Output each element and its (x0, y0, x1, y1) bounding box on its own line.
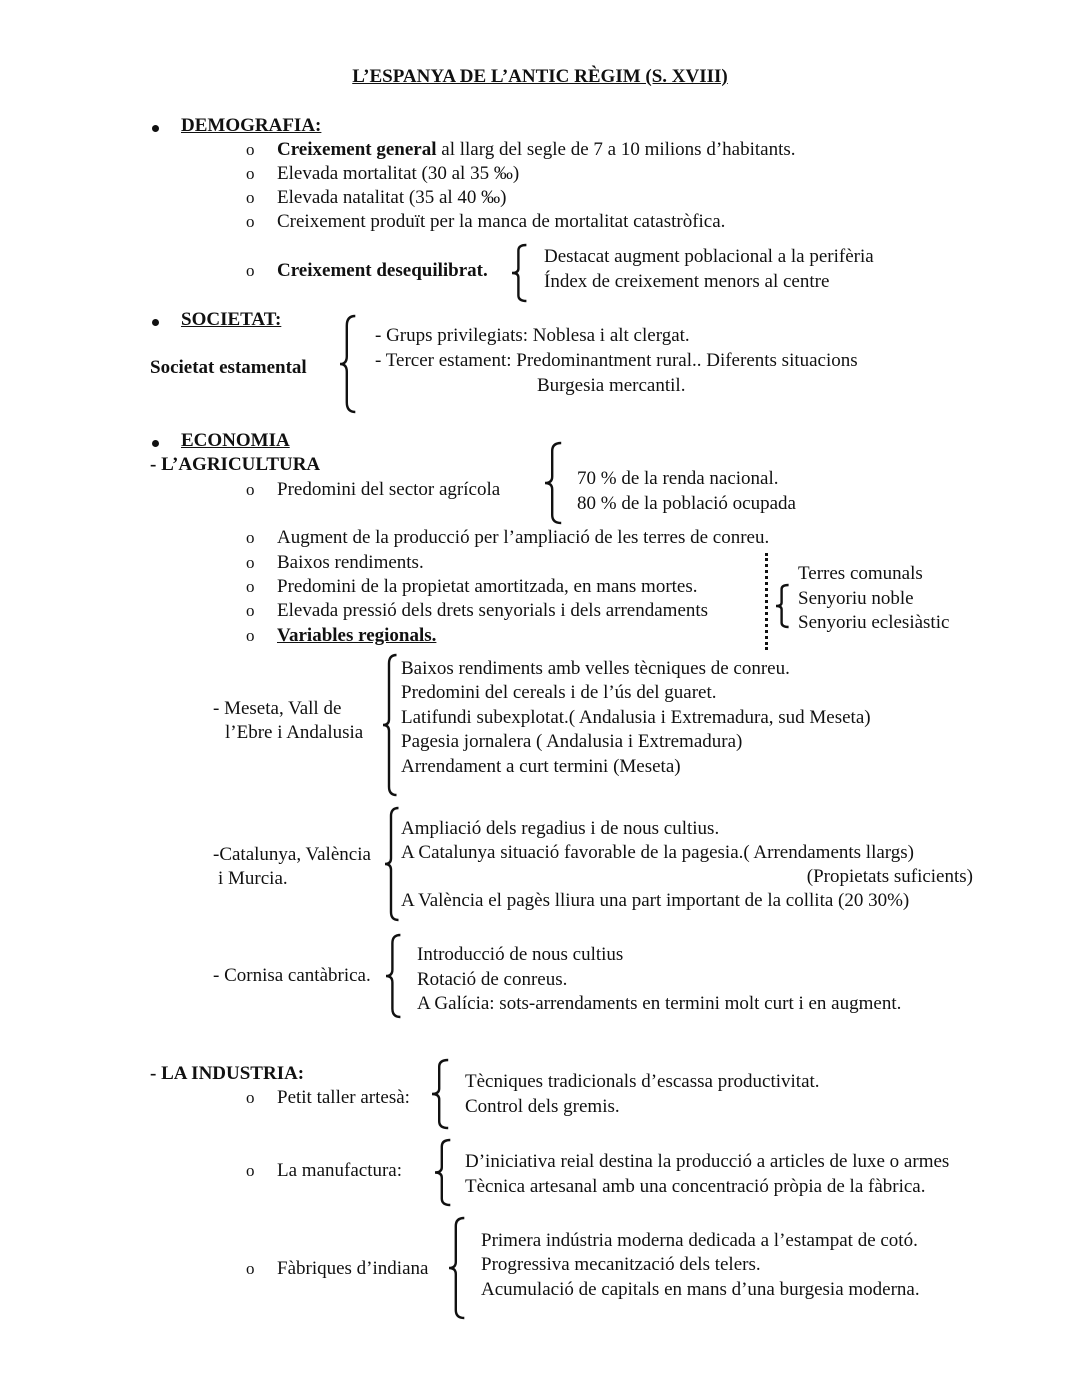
list-item: Variables regionals. (277, 625, 437, 646)
region-label: - Cornisa cantàbrica. (213, 965, 371, 986)
region-label: i Murcia. (218, 868, 288, 889)
sub-item: Destacat augment poblacional a la perifèria (544, 246, 874, 267)
section-heading-societat: SOCIETAT: (181, 309, 282, 330)
sub-item: Control dels gremis. (465, 1096, 620, 1117)
section-heading-demografia: DEMOGRAFIA: (181, 115, 322, 136)
page-title: L’ESPANYA DE L’ANTIC RÈGIM (S. XVIII) (352, 66, 728, 87)
bullet-icon: o (246, 212, 255, 231)
bold-text: Creixement general (277, 139, 437, 160)
sub-item: Arrendament a curt termini (Meseta) (401, 756, 681, 777)
bullet-icon: o (246, 577, 255, 596)
list-item: Augment de la producció per l’ampliació de les terres de conreu. (277, 527, 770, 548)
sub-item: Rotació de conreus. (417, 969, 568, 990)
brace-icon (512, 245, 528, 301)
sub-item: Senyoriu eclesiàstic (798, 612, 950, 632)
bullet-icon: o (246, 1161, 255, 1180)
list-item: Petit taller artesà: (277, 1087, 410, 1108)
sub-item: Progressiva mecanització dels telers. (481, 1254, 761, 1275)
list-item: Baixos rendiments. (277, 552, 424, 573)
list-item: Creixement produït per la manca de mortalitat catastròfica. (277, 211, 726, 232)
sub-item: Latifundi subexplotat.( Andalusia i Extremadura, sud Meseta) (401, 707, 871, 728)
bullet-icon: o (246, 1088, 255, 1107)
text: al llarg del segle de 7 a 10 milions d’habitants. (436, 139, 796, 160)
sub-item: D’iniciativa reial destina la producció a articles de luxe o armes (465, 1151, 950, 1172)
sub-item: 80 % de la població ocupada (577, 493, 796, 514)
sub-item: Acumulació de capitals en mans d’una burgesia moderna. (481, 1279, 920, 1300)
list-item: Elevada pressió dels drets senyorials i dels arrendaments (277, 600, 709, 621)
list-item: Predomini del sector agrícola (277, 479, 501, 500)
sub-item: Senyoriu noble (798, 588, 914, 609)
region-label: -Catalunya, València (213, 844, 371, 865)
bullet-icon: o (246, 528, 255, 547)
brace-icon (386, 935, 402, 1017)
region-label: l’Ebre i Andalusia (225, 722, 364, 743)
sub-item: Pagesia jornalera ( Andalusia i Extremadura) (401, 731, 743, 752)
brace-icon (432, 1060, 450, 1128)
list-item: Fàbriques d’indiana (277, 1258, 429, 1279)
subsection-heading-industria: - LA INDUSTRIA: (150, 1063, 305, 1084)
bullet-icon: o (246, 601, 255, 620)
section-heading-economia: ECONOMIA (181, 430, 290, 451)
sub-item: Ampliació dels regadius i de nous cultius. (401, 818, 720, 839)
subsection-heading-agricultura: - L’AGRICULTURA (150, 454, 321, 475)
sub-item: Tècniques tradicionals d’escassa productivitat. (465, 1071, 820, 1092)
list-item (277, 139, 796, 161)
sub-item: Burgesia mercantil. (537, 375, 686, 396)
brace-icon (449, 1218, 466, 1318)
list-item: Predomini de la propietat amortitzada, en mans mortes. (277, 576, 698, 597)
sub-item: Terres comunals (798, 563, 923, 584)
sub-item: 70 % de la renda nacional. (577, 468, 779, 489)
sub-item: Tècnica artesanal amb una concentració pròpia de la fàbrica. (465, 1176, 926, 1197)
bullet-icon (152, 125, 159, 132)
brace-icon (435, 1140, 452, 1205)
bullet-icon: o (246, 1259, 255, 1278)
bullet-icon: o (246, 480, 255, 499)
sub-item: - Grups privilegiats: Noblesa i alt clergat. (375, 325, 690, 346)
bullet-icon: o (246, 188, 255, 207)
brace-icon (383, 655, 398, 795)
bullet-icon: o (246, 140, 255, 159)
bullet-icon (152, 440, 159, 447)
bullet-icon (152, 319, 159, 326)
region-label: - Meseta, Vall de (213, 698, 342, 719)
sub-item: Primera indústria moderna dedicada a l’estampat de cotó. (481, 1230, 918, 1251)
brace-icon (545, 443, 563, 523)
sub-item: Índex de creixement menors al centre (544, 271, 830, 292)
dotted-connector (765, 553, 768, 650)
bullet-icon: o (246, 164, 255, 183)
sub-item: Baixos rendiments amb velles tècniques de conreu. (401, 658, 790, 679)
brace-icon (776, 585, 790, 627)
bullet-icon: o (246, 626, 255, 645)
societat-label: Societat estamental (150, 357, 307, 378)
brace-icon (340, 316, 357, 412)
sub-item: - Tercer estament: Predominantment rural.. Diferents situacions (375, 350, 858, 371)
list-item: Elevada mortalitat (30 al 35 ‰) (277, 163, 520, 184)
bullet-icon: o (246, 261, 255, 280)
brace-icon (385, 808, 400, 920)
sub-item: A València el pagès lliura una part important de la collita (20 30%) (401, 890, 910, 911)
sub-item: A Catalunya situació favorable de la pagesia.( Arrendaments llargs) (401, 842, 914, 863)
list-item: Elevada natalitat (35 al 40 ‰) (277, 187, 507, 208)
list-item: Creixement desequilibrat. (277, 260, 488, 281)
sub-item: Introducció de nous cultius (417, 944, 624, 965)
sub-item: (Propietats suficients) (806, 866, 973, 887)
sub-item: Predomini del cereals i de l’ús del guaret. (401, 682, 717, 703)
bullet-icon: o (246, 553, 255, 572)
list-item: La manufactura: (277, 1160, 403, 1181)
sub-item: A Galícia: sots-arrendaments en termini molt curt i en augment. (417, 993, 902, 1014)
